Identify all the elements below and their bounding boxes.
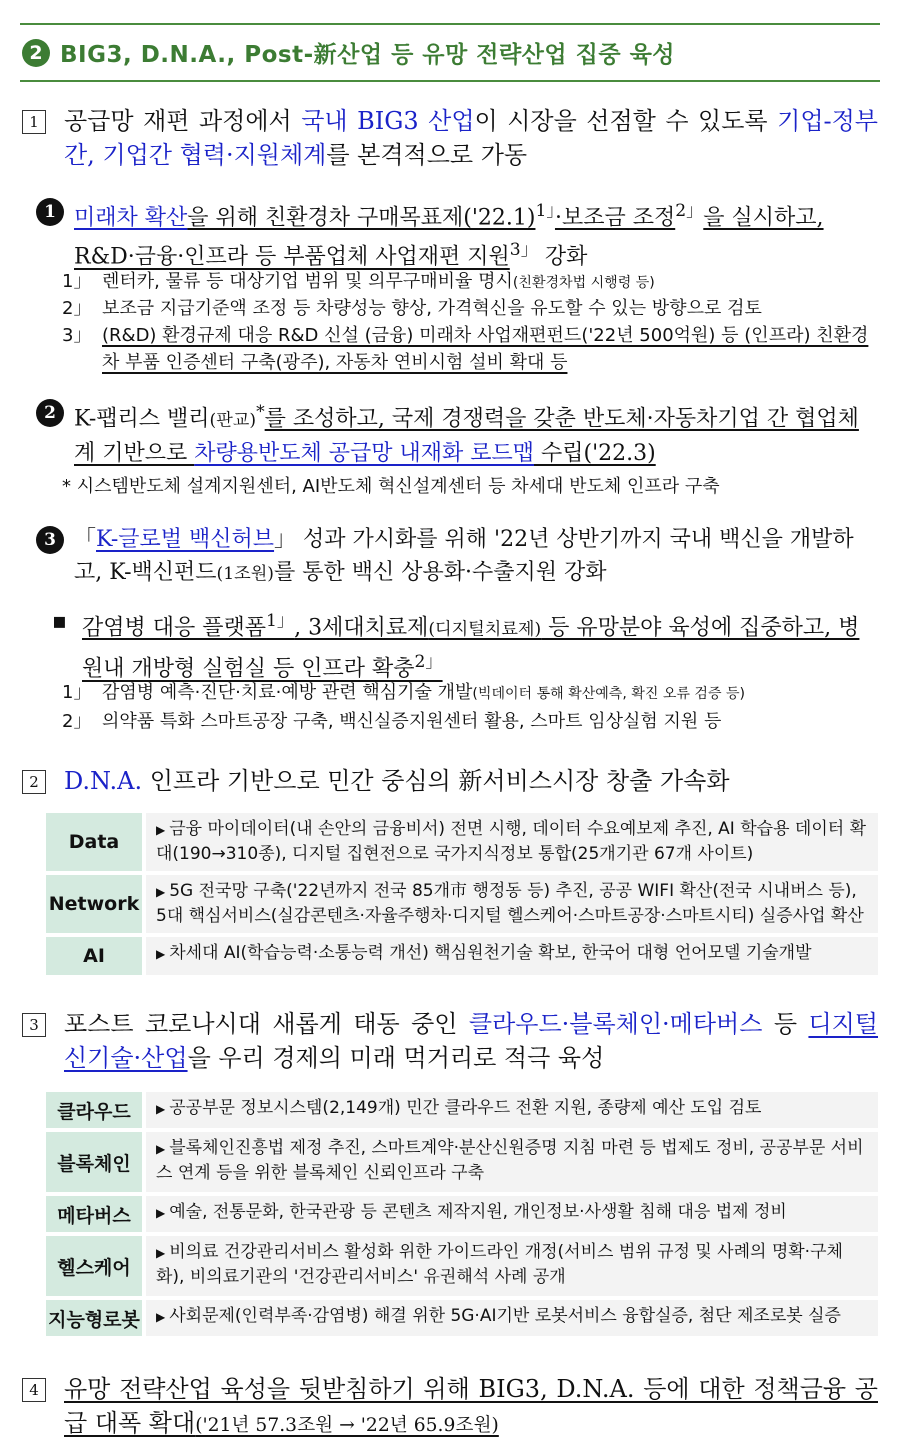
item-2 (36, 396, 878, 470)
title-text: BIG3, D.N.A., Post-新산업 등 유망 전략산업 집중 육성 (60, 42, 675, 68)
triangle-icon: ▶ (156, 1102, 166, 1116)
item-3-number: 3 (36, 526, 64, 554)
section-2 (22, 764, 878, 798)
section-1-text: 공급망 재편 과정에서 국내 BIG3 산업이 시장을 선점할 수 있도록 기업-정부간, 기업간 협력·지원체계를 본격적으로 가동 (64, 107, 878, 169)
section-3-text: 포스트 코로나시대 새롭게 태동 중인 클라우드·블록체인·메타버스 등 디지털 신기술·산업을 우리 경제의 미래 먹거리로 적극 육성 (64, 1010, 878, 1072)
section-2-box: 2 (22, 770, 46, 794)
section-2-text: D.N.A. 인프라 기반으로 민간 중심의 新서비스시장 창출 가속화 (64, 767, 730, 795)
tech-row-metaverse: 메타버스 ▶ 예술, 전통문화, 한국관광 등 콘텐츠 제작지원, 개인정보·사생활 침해 대응 법제 정비 (46, 1196, 878, 1232)
footnote-1-1: 1」 렌터카, 물류 등 대상기업 범위 및 의무구매비율 명시(친환경차법 시행령 등) (62, 271, 655, 292)
dna-table (46, 813, 878, 979)
dna-row-ai: AI ▶ 차세대 AI(학습능력·소통능력 개선) 핵심원천기술 확보, 한국어 대형 언어모델 기술개발 (46, 937, 878, 975)
section-4-text: 유망 전략산업 육성을 뒷받침하기 위해 BIG3, D.N.A. 등에 대한 정책금융 공급 대폭 확대('21년 57.3조원 → '22년 65.9조원) (64, 1375, 878, 1437)
footnote-1-2: 2」 보조금 지급기준액 조정 등 차량성능 향상, 가격혁신을 유도할 수 있는 방향으로 검토 (62, 298, 762, 319)
item-1-number: 1 (36, 198, 64, 226)
title-number: 2 (22, 39, 50, 67)
dna-row-data: Data ▶ 금융 마이데이터(내 손안의 금융비서) 전면 시행, 데이터 수요예보제 추진, AI 학습용 데이터 확대(190→310종), 디지털 집현전으로 국가지식정보 통합(25개기관 67개 사이트) (46, 813, 878, 871)
item-2-note: * 시스템반도체 설계지원센터, AI반도체 혁신설계센터 등 차세대 반도체 인프라 구축 (62, 476, 720, 497)
section-4 (22, 1372, 878, 1443)
item-3 (36, 523, 878, 591)
section-3-box: 3 (22, 1013, 46, 1037)
item-1 (36, 195, 878, 274)
tech-row-cloud: 클라우드 ▶ 공공부문 정보시스템(2,149개) 민간 클라우드 전환 지원, 종량제 예산 도입 검토 (46, 1092, 878, 1128)
footnote-3-2: 2」 의약품 특화 스마트공장 구축, 백신실증지원센터 활용, 스마트 임상실험 지원 등 (62, 711, 722, 732)
tech-table (46, 1092, 878, 1340)
triangle-icon: ▶ (156, 885, 166, 899)
tech-row-healthcare: 헬스케어 ▶ 비의료 건강관리서비스 활성화 위한 가이드라인 개정(서비스 범위 규정 및 사례의 명확·구체화), 비의료기관의 '건강관리서비스' 유권해석 사례 공개 (46, 1236, 878, 1296)
triangle-icon: ▶ (156, 1310, 166, 1324)
triangle-icon: ▶ (156, 1142, 166, 1156)
top-rule (20, 23, 880, 25)
section-1 (22, 104, 878, 172)
triangle-icon: ▶ (156, 823, 166, 837)
item-3-bullet: ▪ 감염병 대응 플랫폼$^{1」}$, 3세대치료제(디지털치료제) 등 유망분야 육성에 집중하고, 병원내 개방형 실험실 등 인프라 확충$^{2」}$ (52, 609, 860, 682)
section-1-box: 1 (22, 110, 46, 134)
title-rule (20, 80, 880, 82)
section-title (22, 36, 878, 69)
section-3 (22, 1007, 878, 1075)
footnote-1-3: 3」 (R&D) 환경규제 대응 R&D 신설 (금융) 미래차 사업재편펀드('22년 500억원) 등 (인프라) 친환경차 부품 인증센터 구축(광주), 자동차 연비시험 설비 확대 등 (62, 325, 869, 373)
item-2-number: 2 (36, 399, 64, 427)
dna-row-network: Network ▶ 5G 전국망 구축('22년까지 전국 85개市 행정동 등) 추진, 공공 WIFI 확산(전국 시내버스 등), 5대 핵심서비스(실감콘텐츠·자율주행차·디지털 헬스케어·스마트공장·스마트시티) 실증사업 확산 (46, 875, 878, 933)
item-1-text: 미래차 확산을 위해 친환경차 구매목표제$('22.1)^{1」}\cdot$보조금 조정$^{2」}$을 실시하고, R&D·금융·인프라 등 부품업체 사업재편 지원$^{3」}$ 강화 (74, 201, 824, 270)
section-4-box: 4 (22, 1378, 46, 1402)
item-2-text: K-팹리스 밸리(판교)*를 조성하고, 국제 경쟁력을 갖춘 반도체·자동차기업 간 협업체계 기반으로 차량용반도체 공급망 내재화 로드맵 수립('22.3) (74, 402, 859, 467)
triangle-icon: ▶ (156, 1246, 166, 1260)
triangle-icon: ▶ (156, 1206, 166, 1220)
item-3-text: 「K-글로벌 백신허브」 성과 가시화를 위해 '22년 상반기까지 국내 백신을 개발하고, K-백신펀드(1조원)를 통한 백신 상용화·수출지원 강화 (74, 527, 854, 585)
tech-row-robot: 지능형로봇 ▶ 사회문제(인력부족·감염병) 해결 위한 5G·AI기반 로봇서비스 융합실증, 첨단 제조로봇 실증 (46, 1300, 878, 1336)
footnote-3-1: 1」 감염병 예측·진단·치료·예방 관련 핵심기술 개발(빅데이터 통해 확산예측, 확진 오류 검증 등) (62, 682, 746, 703)
triangle-icon: ▶ (156, 947, 166, 961)
tech-row-blockchain: 블록체인 ▶ 블록체인진흥법 제정 추진, 스마트계약·분산신원증명 지침 마련 등 법제도 정비, 공공부문 서비스 연계 등을 위한 블록체인 신뢰인프라 구축 (46, 1132, 878, 1192)
